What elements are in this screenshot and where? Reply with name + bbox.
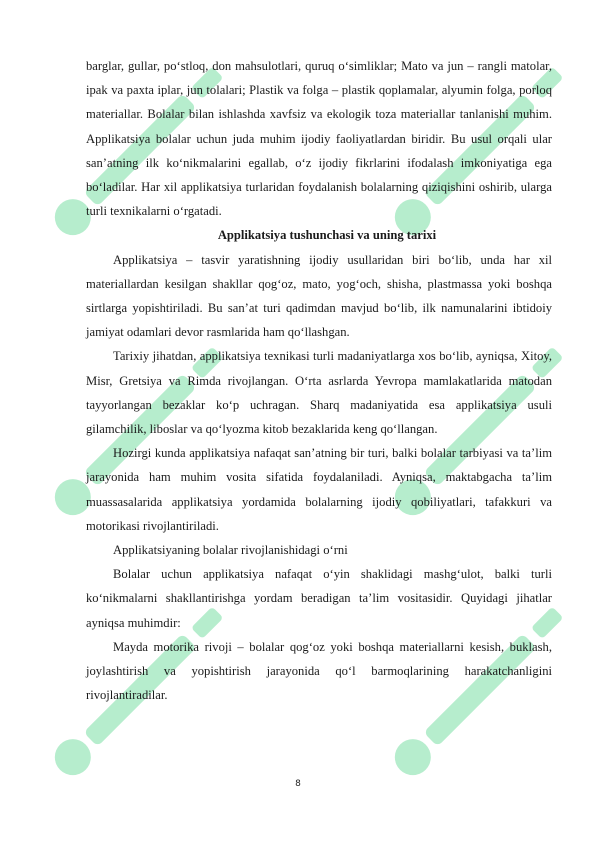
section-heading: Applikatsiya tushunchasi va uning tarixi — [217, 228, 437, 243]
paragraph-modern-use: Hozirgi kunda applikatsiya nafaqat san’atning bir turi, balki bolalar tarbiyasi va ta’lim jarayonida ham muhim vosita sifatida foydalaniladi. Ayniqsa, maktabgacha ta’lim muassasalarida applikatsiya yordamida bolalarning ijodiy qobiliyatlari, tafakkuri va motorikasi rivojlantiriladi. — [86, 446, 552, 533]
paragraph-fine-motor: Mayda motorika rivoji – bolalar qog‘oz yoki boshqa materiallarni kesish, buklash, joylashtirish va yopishtirish jarayonida qo‘l barmoqlarining harakatchanligini rivojlantiradilar. — [86, 639, 552, 703]
paragraph-child-development: Bolalar uchun applikatsiya nafaqat o‘yin shaklidagi mashg‘ulot, balki turli ko‘nikmalarni shakllantirishga yordam beradigan ta’lim vositasidir. Quyidagi jihatlar ayniqsa muhimdir: — [86, 567, 552, 630]
paragraph-continued: barglar, gullar, po‘stloq, don mahsulotlari, quruq o‘simliklar; Mato va jun – rangli matolar, ipak va paxta iplar, jun tolalari; Plastik va folga – plastik qoplamalar, alyumin folga, porloq materiallar. Bolalar bilan ishlashda xavfsiz va ekologik toza materiallar tanlanishi muhim. Applikatsiya bolalar uchun juda muhim ijodiy faoliyatlardan biridir. Bu usul orqali ular san’atning ilk ko‘nikmalarini egallab, o‘z ijodiy fikrlarini ifodalash imkoniyatiga ega bo‘ladilar. Har xil applikatsiya turlaridan foydalanish bolalarning qiziqishini oshirib, ularga turli texnikalarni o‘rgatadi. — [86, 59, 552, 219]
subsection-heading: Applikatsiyaning bolalar rivojlanishidagi o‘rni — [113, 543, 348, 558]
document-body — [86, 54, 552, 707]
paragraph-definition: Applikatsiya – tasvir yaratishning ijodiy usullaridan biri bo‘lib, unda har xil materiallardan kesilgan shakllar qog‘oz, mato, yog‘och, shisha, plastmassa yoki boshqa sirtlarga yopishtiriladi. Bu san’at turi qadimdan mavjud bo‘lib, ilk namunalarini ibtidoiy jamiyat odamlari devor rasmlarida ham qo‘llashgan. — [86, 252, 552, 340]
paragraph-history: Tarixiy jihatdan, applikatsiya texnikasi turli madaniyatlarga xos bo‘lib, ayniqsa, Xitoy, Misr, Gretsiya va Rimda rivojlangan. O‘rta asrlarda Yevropa mamlakatlarida matodan tayyorlangan bezaklar ko‘p uchragan. Sharq madaniyatida esa applikatsiya usuli gilamchilik, liboslar va qo‘lyozma kitob bezaklarida keng qo‘llangan. — [86, 349, 552, 437]
page-number: 8 — [295, 779, 301, 789]
